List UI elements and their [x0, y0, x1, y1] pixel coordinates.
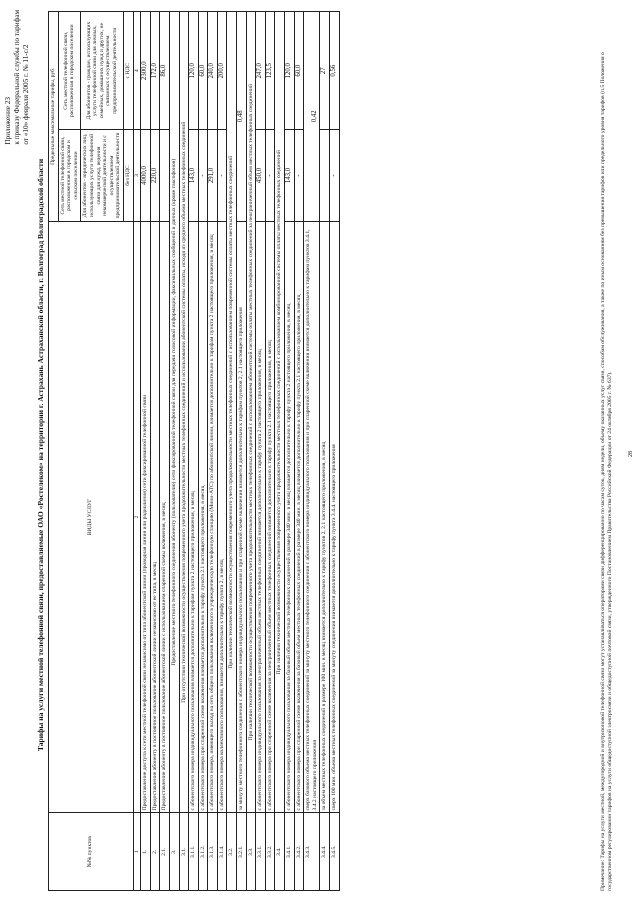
- row-number-cell: 3.4.: [275, 813, 285, 891]
- tariff-citizen-cell: 27: [320, 12, 330, 130]
- service-description-cell: Предоставление абоненту в постоянное пользование абонентской линии независимо от ее типа, в месяц: [150, 221, 160, 813]
- row-number-cell: 3.2.: [227, 813, 237, 891]
- document-title: Тарифы на услуги местной телефонной связи, предоставляемые ОАО «Ростелеком» на территории г. Астрахань Астраханской области, г. Волгоград Волгоградской области: [36, 158, 45, 752]
- table-row: [256, 12, 266, 891]
- page-number: 28: [628, 451, 634, 457]
- section-heading-cell: Предоставление местного телефонного соединения абоненту (пользователю) сети фиксированной телефонной связи для передачи голосовой информации, факсимильных сообщений и данных (кроме таксофонов): [169, 12, 179, 813]
- section-heading-cell: При наличии технической возможности осуществления повременного учета продолжительности местных телефонных соединений с использованием абонентской системы оплаты местных телефонных соединений за неограниченный объем местных телефонных соединений: [246, 12, 256, 813]
- header-line-3: от «10» февраля 2005 г. № 11-с/2: [22, 44, 30, 145]
- tariff-legal-cell: -: [217, 130, 227, 221]
- section-heading-cell: При наличии технической возможности осуществления повременного учета продолжительности местных телефонных соединений с использованием комбинированной системы оплаты местных телефонных соединений: [275, 12, 285, 813]
- table-row: [189, 12, 199, 891]
- header-line-2: к приказу Федеральной службы по тарифам: [13, 10, 21, 145]
- column-tariffs-header: Предельные максимальные тарифы, руб.: [49, 12, 59, 222]
- table-row: [275, 12, 285, 891]
- table-row: [160, 12, 170, 891]
- subscriber-legal-header: Для абонентов - юридических лиц, использующих услуги телефонной связи для нужд, ведения некоммерческой деятельности и с осуществлением предпринимательской деятельности: [81, 130, 124, 221]
- tariff-citizen-cell: 120,0: [189, 12, 199, 130]
- row-number-cell: 3.3.2.: [265, 813, 275, 891]
- table-row: [227, 12, 237, 891]
- service-description-cell: Предоставление абоненту в постоянное пользование абонентской линии с использованием спаренной схемы включения, в месяц: [160, 221, 170, 813]
- service-description-cell: за минуту местного телефонного соединения с абонентского номера индивидуального пользования и при спаренной схеме включения взимается дополнительно к тарифам пунктов 2, 2.1 настоящего приложения: [237, 221, 247, 813]
- tariff-citizen-cell: 240,0: [208, 12, 218, 130]
- table-row: [198, 12, 208, 891]
- tariff-legal-cell: 450,0: [256, 130, 266, 221]
- service-description-cell: с абонентского номера индивидуального пользования за неограниченный объем местных телефонных соединений взимается дополнительно к тарифу пункта 2 настоящего приложения, в месяц: [256, 221, 266, 813]
- row-number-cell: 2.: [150, 813, 160, 891]
- index-cell: 1: [133, 813, 141, 891]
- subscriber-citizen-header: Для абонентов - граждан, использующих услуги телефонной связи для личных, семейных, домашних нужд и других, не связанных с осуществлением предпринимательской деятельности: [81, 12, 124, 130]
- row-number-cell: 3.1.2.: [198, 813, 208, 891]
- row-number-cell: 2.1.: [160, 813, 170, 891]
- row-number-cell: 3.1.3.: [208, 813, 218, 891]
- row-number-cell: 3.4.2.: [294, 813, 304, 891]
- tariff-citizen-cell: 2300,0: [141, 12, 151, 130]
- tariff-citizen-cell: 123,5: [265, 12, 275, 130]
- service-description-cell: сверх базового объема местных телефонных соединений за минуту местного телефонного соединения с абонентского номера индивидуального пользования и при спаренной схеме включения взимается дополнительно к тарифам пунктов 3.4.1, 3.4.2 настоящего приложения: [304, 221, 320, 813]
- tariff-legal-cell: 143,0: [285, 130, 295, 221]
- tariff-table: [48, 11, 340, 891]
- row-number-cell: 3.4.5.: [330, 813, 340, 891]
- tariff-legal-cell: [160, 130, 170, 221]
- network-2-header: Сеть местной телефонной связи, расположенная в городском поселении: [58, 12, 81, 130]
- section-heading-cell: При отсутствии технической возможности осуществления повременного учета продолжительности местных телефонных соединений и использовании абонентской системы оплаты, исходя из среднего объема местных телефонных соединений: [179, 12, 189, 813]
- service-description-cell: с абонентского номера, имеющего выход на сеть общего пользования включенного в учрежденческую телефонную станцию (Мини-АТС) по абонентской линии, взимается дополнительно к тарифам пункта 2 настоящего приложения, в месяц: [208, 221, 218, 813]
- service-description-cell: за объем местных телефонных соединений в размере 100 мин. в месяц взимается дополнительно к тарифу пунктов 2, 2.1 настоящего приложения, в месяц: [320, 221, 330, 813]
- row-number-cell: 3.3.: [246, 813, 256, 891]
- document-header: [4, 10, 31, 145]
- table-row: [208, 12, 218, 891]
- vat-included-header: с НДС: [123, 12, 133, 130]
- table-row: [179, 12, 189, 891]
- service-description-cell: с абонентского номера при спаренной схеме включения за неограниченный объем местных телефонных соединений взимается дополнительно к тарифу пункта 2.1 настоящего приложения, в месяц: [265, 221, 275, 813]
- service-description-cell: с абонентского номера при спаренной схеме включения взимается дополнительно к тарифу пункта 2.1 настоящего приложения, в месяц: [198, 221, 208, 813]
- row-number-cell: 1.: [141, 813, 151, 891]
- tariff-citizen-cell: 60,0: [198, 12, 208, 130]
- tariff-legal-cell: -: [294, 130, 304, 221]
- tariff-citizen-cell: 120,0: [285, 12, 295, 130]
- row-number-cell: 3.4.4.: [320, 813, 330, 891]
- service-description-cell: с абонентского номера индивидуального пользования за базовый объем местных телефонных соединений в размере 340 мин. в месяц взимается дополнительно к тарифу пункта 2 настоящего приложения, в месяц: [285, 221, 295, 813]
- tariff-legal-cell: 4000,0: [141, 130, 151, 221]
- table-row: [304, 12, 320, 891]
- table-row: [141, 12, 151, 891]
- table-row: [169, 12, 179, 891]
- tariff-legal-cell: 143,0: [189, 130, 199, 221]
- tariff-citizen-cell: 86,0: [160, 12, 170, 130]
- row-number-cell: 3.1.: [179, 813, 189, 891]
- tariff-citizen-cell: 0,56: [330, 12, 340, 130]
- tariff-citizen-cell: 172,0: [150, 12, 160, 130]
- row-number-cell: 3.1.1.: [189, 813, 199, 891]
- tariff-legal-cell: -: [198, 130, 208, 221]
- service-description-cell: с абонентского номера коллективного пользования, взимается дополнительно к тарифу пункта 2, в месяц: [217, 221, 227, 813]
- tariff-table-body: [141, 12, 339, 891]
- tariff-legal-cell: -: [330, 130, 340, 221]
- row-number-cell: 3.4.1.: [285, 813, 295, 891]
- table-row: [265, 12, 275, 891]
- table-row: [150, 12, 160, 891]
- vat-excluded-header: без НДС: [123, 130, 133, 221]
- row-number-cell: 3.3.1.: [256, 813, 266, 891]
- column-num-header: №№ пунктов: [49, 813, 134, 891]
- row-number-cell: 3.4.3.: [304, 813, 320, 891]
- footnote: Примечание: Тарифы на услуги местной, междугородной и внутризоновой телефонной связи могут устанавливаться операторами связи дифференцированно по часам суток, дням недели, объему оказанных услуг связи, способам обслуживания, а также по иным основаниям без превышения тарифов или предельного уровня тарифов (п.5 Положения о государственном регулировании тарифов на услуги общедоступной электросвязи и общедоступной почтовой связи, утвержденного Постановлением Правительства Российской Федерации от 24 октября 2005 г. № 637).: [600, 52, 613, 891]
- tariff-legal-cell: 220,0: [150, 130, 160, 221]
- tariff-merged-cell: 0,48: [237, 12, 247, 222]
- index-cell: 4: [133, 12, 141, 130]
- index-cell: 3: [133, 130, 141, 221]
- tariff-merged-cell: 0,42: [304, 12, 320, 222]
- table-row: [237, 12, 247, 891]
- tariff-citizen-cell: 200,0: [217, 12, 227, 130]
- table-row: [217, 12, 227, 891]
- table-row: [294, 12, 304, 891]
- service-description-cell: с абонентского номера индивидуального пользования взимается дополнительно к тарифам пункта 2 настоящего приложения, в месяц: [189, 221, 199, 813]
- network-1-header: Сеть местной телефонной связи, расположенная в городском и сельском поселении: [58, 130, 81, 221]
- service-description-cell: с абонентского номера при спаренной схеме включения за базовый объем местных телефонных соединений в размере 340 мин. в месяц взимается дополнительно к тарифу пункта 2.1 настоящего приложения, в месяц: [294, 221, 304, 813]
- table-row: [285, 12, 295, 891]
- row-number-cell: 3.2.1.: [237, 813, 247, 891]
- column-service-header: ВИДЫ УСЛУГ: [49, 221, 134, 813]
- row-number-cell: 3.: [169, 813, 179, 891]
- header-line-1: Приложение 23: [4, 97, 12, 145]
- tariff-legal-cell: 291,0: [208, 130, 218, 221]
- tariff-legal-cell: -: [265, 130, 275, 221]
- tariff-citizen-cell: 60,0: [294, 12, 304, 130]
- index-cell: 2: [133, 221, 141, 813]
- section-heading-cell: При наличии технической возможности осуществления повременного учета продолжительности местных телефонных соединений с использованием повременной системы оплаты местных телефонных соединений: [227, 12, 237, 813]
- table-row: [330, 12, 340, 891]
- service-description-cell: сверх 100 мин. объема местных телефонных соединений за минуту соединения взимается дополнительно к тарифу пункта 3.4.4. настоящего приложения: [330, 221, 340, 813]
- tariff-citizen-cell: 247,0: [256, 12, 266, 130]
- row-number-cell: 3.1.4.: [217, 813, 227, 891]
- table-row: [246, 12, 256, 891]
- tariff-legal-cell: [320, 130, 330, 221]
- table-row: [320, 12, 330, 891]
- service-description-cell: Предоставление доступа к сети местной телефонной связи независимо от типа абонентской линии (проводная линия или радиолиния) сети фиксированной телефонной связи: [141, 221, 151, 813]
